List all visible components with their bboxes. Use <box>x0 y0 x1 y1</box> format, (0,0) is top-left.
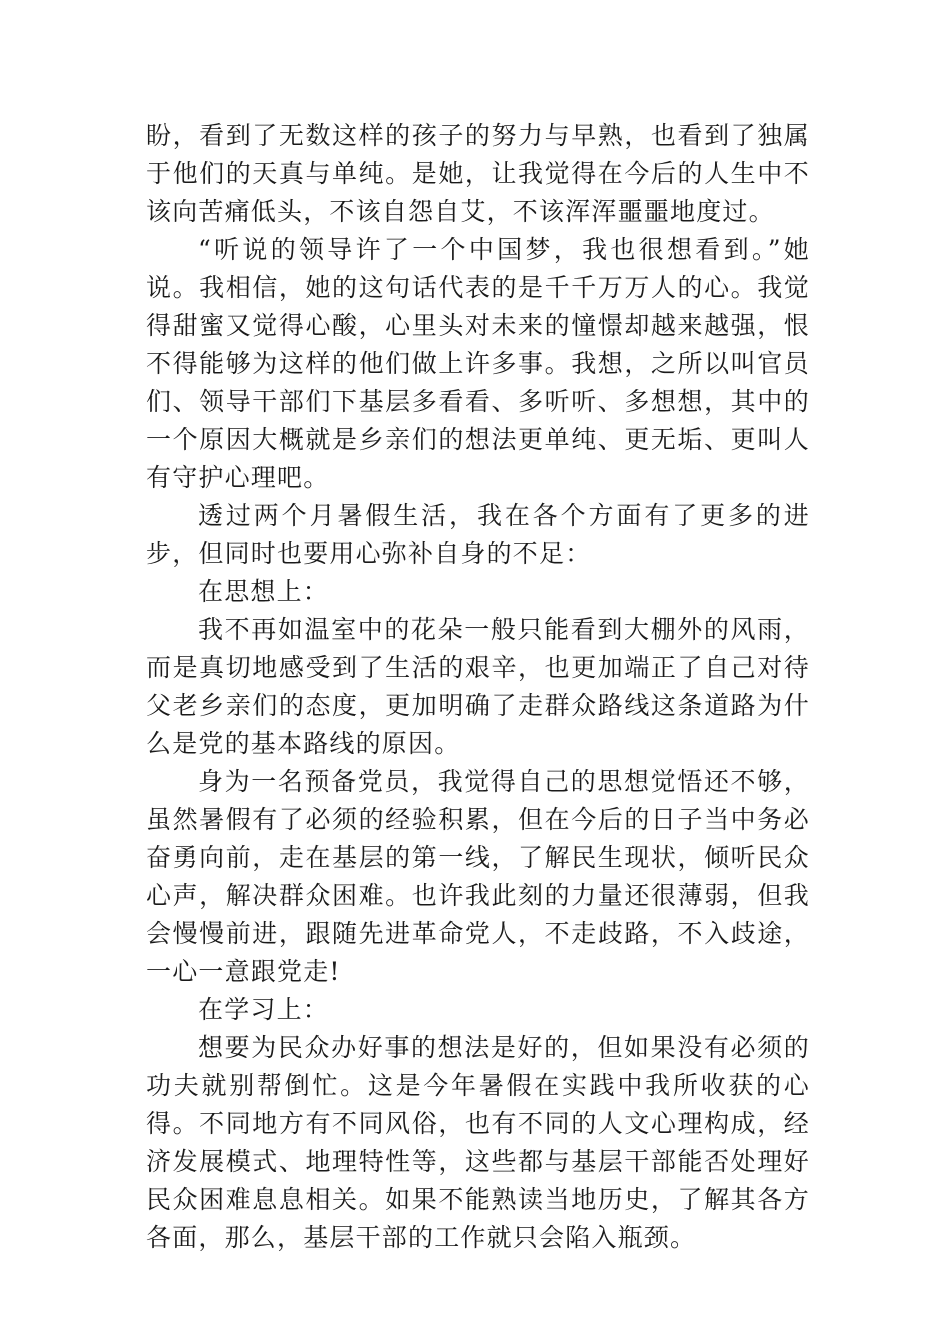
section-heading-thought: 在思想上： <box>198 577 330 606</box>
paragraph-chinese-dream: “听说的领导许了一个中国梦，我也很想看到。”她说。我相信，她的这句话代表的是千千万万人的心。我觉得甜蜜又觉得心酸，心里头对未来的憧憬却越来越强，恨不得能够为这样的他们做上许多事。我想，之所以叫官员们、领导干部们下基层多看看、多听听、多想想，其中的一个原因大概就是乡亲们的想法更单纯、更无垢、更叫人有守护心理吧。 <box>146 235 810 492</box>
paragraph-summer-progress: 透过两个月暑假生活，我在各个方面有了更多的进步，但同时也要用心弥补自身的不足： <box>146 501 810 568</box>
section-heading-study: 在学习上： <box>198 995 330 1024</box>
paragraph-thought-2: 身为一名预备党员，我觉得自己的思想觉悟还不够，虽然暑假有了必须的经验积累，但在今后的日子当中务必奋勇向前，走在基层的第一线，了解民生现状，倾听民众心声，解决群众困难。也许我此刻的力量还很薄弱，但我会慢慢前进，跟随先进革命党人，不走歧路，不入歧途，一心一意跟党走! <box>146 767 810 986</box>
paragraph-study-1: 想要为民众办好事的想法是好的，但如果没有必须的功夫就别帮倒忙。这是今年暑假在实践中我所收获的心得。不同地方有不同风俗，也有不同的人文心理构成，经济发展模式、地理特性等，这些都与基层干部能否处理好民众困难息息相关。如果不能熟读当地历史，了解其各方各面，那么，基层干部的工作就只会陷入瓶颈。 <box>146 1033 810 1252</box>
document-body <box>146 117 810 1257</box>
paragraph-thought-1: 我不再如温室中的花朵一般只能看到大棚外的风雨，而是真切地感受到了生活的艰辛，也更加端正了自己对待父老乡亲们的态度，更加明确了走群众路线这条道路为什么是党的基本路线的原因。 <box>146 615 810 758</box>
paragraph-continuation: 盼，看到了无数这样的孩子的努力与早熟，也看到了独属于他们的天真与单纯。是她，让我觉得在今后的人生中不该向苦痛低头，不该自怨自艾，不该浑浑噩噩地度过。 <box>146 121 810 226</box>
